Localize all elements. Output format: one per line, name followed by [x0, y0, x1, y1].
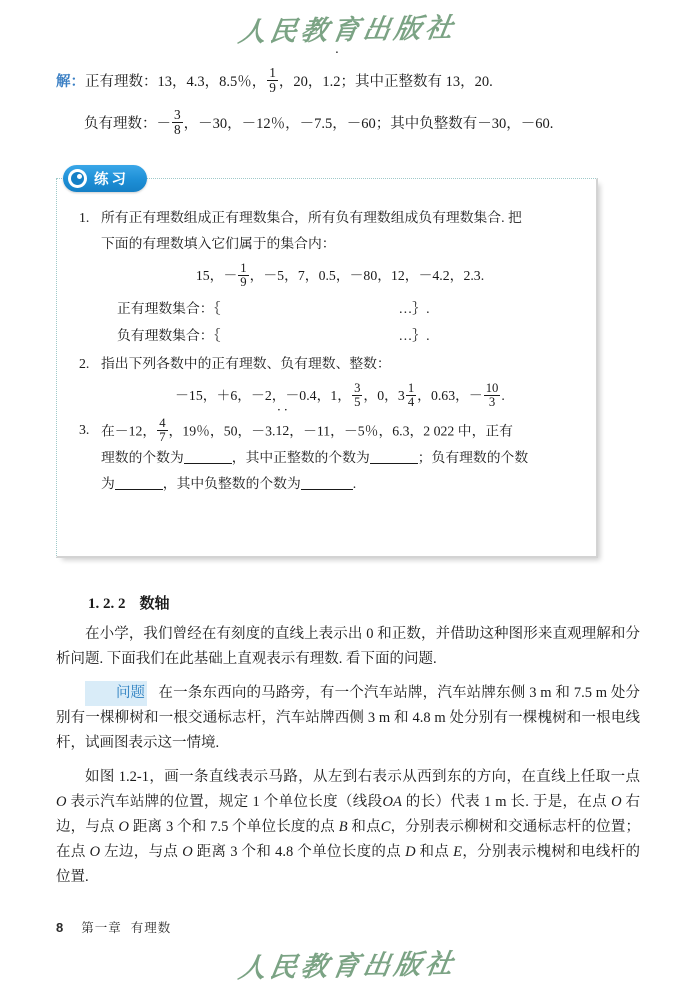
- para2-j: 和点: [415, 844, 454, 860]
- fraction-numerator: 4: [159, 416, 166, 430]
- sequence-part-1: －15，＋6，－2，－0.: [175, 388, 310, 403]
- publisher-watermark-bottom: 人民教育出版社: [236, 948, 459, 984]
- section-title: 数轴: [139, 595, 170, 612]
- exercise-2-number-list: [101, 377, 579, 415]
- exercise-item-number: 2.: [79, 356, 90, 371]
- sequence-part-5: .: [501, 388, 505, 403]
- fraction-numerator: 1: [269, 65, 276, 81]
- section-heading: [56, 592, 640, 613]
- exercise-box: [56, 172, 598, 558]
- exercise-3-line2: [101, 445, 579, 471]
- solution-positive-mid: ，20，1.: [278, 74, 334, 90]
- para2-g: ，分别表示柳树和交通标志杆的位置；在点: [56, 819, 641, 860]
- problem-paragraph: [56, 681, 640, 756]
- para2-h: 左边，与点: [100, 844, 183, 860]
- fraction-denominator: 4: [407, 395, 415, 410]
- exercise-item-3: [79, 417, 579, 497]
- fraction-numerator: 3: [174, 107, 181, 123]
- sequence-part-1: 在－12，: [101, 423, 157, 439]
- answer-blank-positive-integer-count[interactable]: [370, 463, 418, 464]
- fraction-numerator: 10: [485, 380, 499, 395]
- fraction-three-eighths: [172, 108, 183, 137]
- solution-line-negative: [56, 104, 640, 144]
- exercise-item-2: [79, 351, 579, 415]
- solution-label: 解: [56, 74, 71, 90]
- page-footer: [56, 918, 171, 936]
- solution-block: [56, 62, 640, 144]
- para2-b: 表示汽车站牌的位置，规定 1 个单位长度（线段: [66, 794, 383, 810]
- exercise-1-negative-set: [101, 322, 579, 349]
- problem-text: 在一条东西向的马路旁，有一个汽车站牌，汽车站牌东侧 3 m 和 7.5 m 处分别有一棵柳树和一根交通标志杆，汽车站牌西侧 3 m 和 4.8 m 处分别有一棵槐树和一根电线杆，试画图表示这一情境.: [56, 685, 641, 751]
- variable-OA: OA: [382, 794, 402, 810]
- solution-negative-prefix: 负有理数：－: [84, 116, 171, 132]
- footer-chapter: [81, 918, 171, 936]
- answer-blank-negative-count[interactable]: [115, 489, 163, 490]
- fraction-denominator: 5: [354, 395, 361, 410]
- repeating-digit-1: 1 ˙: [275, 418, 282, 444]
- exercise-1-number-list: [101, 257, 579, 295]
- exercise-badge: [63, 165, 147, 192]
- sequence-part-2: ，1，: [316, 388, 352, 403]
- exercise-1-line1: 所有正有理数组成正有理数集合，所有负有理数组成负有理数集合. 把: [101, 210, 522, 225]
- numbers-before-fraction: 15，－: [195, 268, 238, 283]
- page-number: 8: [56, 920, 64, 935]
- section-paragraph-2: [56, 765, 640, 890]
- line2-text-b: ，其中正整数的个数为: [231, 449, 370, 465]
- numbers-after-fraction: ，－5，7，0.5，－80，12，－4.2，2.3.: [249, 268, 485, 283]
- chapter-title: 有理数: [130, 921, 172, 935]
- variable-E: E: [453, 844, 462, 860]
- fraction-numerator: 1: [240, 260, 247, 275]
- chapter-label: 第一章: [81, 921, 122, 935]
- variable-B: B: [338, 819, 348, 835]
- page-content: [56, 62, 640, 146]
- fraction-numerator: 1: [407, 380, 415, 395]
- variable-C: C: [380, 819, 391, 835]
- line2-text-a: 理数的个数为: [101, 449, 184, 465]
- para2-k: ，分别表示槐树和电线杆的位置.: [56, 844, 641, 885]
- exercise-badge-label: 练习: [94, 172, 129, 188]
- variable-D: D: [405, 844, 416, 860]
- fraction-ten-thirds: [484, 382, 501, 410]
- problem-tag: 问题: [85, 681, 147, 706]
- exercise-items: [79, 205, 579, 499]
- line3-text-a: 为: [101, 475, 115, 491]
- solution-colon: ：: [70, 74, 85, 90]
- para2-e: 距离 3 个和 7.5 个单位长度的点: [129, 819, 339, 835]
- fraction-one-quarter: [406, 382, 416, 410]
- answer-blank-positive-count[interactable]: [184, 463, 232, 464]
- para2-i: 距离 3 个和 4.8 个单位长度的点: [192, 844, 406, 860]
- para2-a: 如图 1.2-1，画一条直线表示马路，从左到右表示从西到东的方向，在直线上任取一点: [85, 769, 640, 785]
- sequence-part-2: ，19％，50，－3.: [168, 423, 276, 439]
- exercise-1-positive-set: [101, 295, 579, 322]
- fraction-denominator: 9: [269, 80, 276, 96]
- answer-blank-negative-integer-count[interactable]: [301, 489, 353, 490]
- variable-O: O: [56, 794, 67, 810]
- line3-text-c: .: [352, 475, 357, 491]
- exercise-item-1: [79, 205, 579, 349]
- repeating-digit-2: 2 ˙: [282, 418, 289, 444]
- section-1-2-2: [56, 592, 640, 890]
- exercise-item-number: 1.: [79, 210, 90, 225]
- negative-set-label: 负有理数集合：｛: [117, 328, 221, 343]
- line3-text-b: ，其中负整数的个数为: [162, 475, 301, 491]
- exercise-item-body: [101, 417, 579, 497]
- solution-line-positive: [56, 62, 640, 102]
- repeating-digit-2: 2 ˙: [333, 62, 340, 102]
- fraction-four-sevenths: [157, 417, 167, 445]
- sequence-part-3: ，0，3: [363, 388, 405, 403]
- sequence-part-4: ，0.63，－: [417, 388, 483, 403]
- variable-O: O: [182, 844, 193, 860]
- fraction-denominator: 8: [174, 122, 181, 138]
- fraction-numerator: 3: [354, 380, 361, 395]
- negative-set-tail: …｝.: [398, 328, 430, 343]
- exercise-item-number: 3.: [79, 422, 90, 437]
- publisher-watermark-top: 人民教育出版社: [236, 12, 459, 48]
- fraction-denominator: 3: [488, 395, 496, 410]
- para2-c: 的长）代表 1 m 长. 于是，在点: [401, 794, 612, 810]
- exercise-item-body: [101, 205, 579, 349]
- exercise-badge-icon: [68, 169, 87, 188]
- exercise-1-line2: 下面的有理数填入它们属于的集合内：: [101, 236, 336, 251]
- positive-set-label: 正有理数集合：｛: [117, 301, 221, 316]
- variable-O: O: [118, 819, 130, 835]
- fraction-one-ninth: [238, 262, 248, 290]
- solution-positive-prefix: 正有理数：13，4.3，8.5％，: [85, 74, 267, 90]
- fraction-denominator: 9: [240, 275, 247, 290]
- sequence-part-3: ，－11，－5％，6.3，2 022 中，正有: [289, 423, 513, 439]
- para2-d: 右边，与点: [56, 794, 641, 835]
- solution-positive-suffix: ；其中正整数有 13，20.: [340, 74, 493, 90]
- variable-O: O: [89, 844, 101, 860]
- section-number: 1. 2. 2: [88, 596, 126, 612]
- line2-text-c: ；负有理数的个数: [417, 449, 529, 465]
- exercise-3-line3: [101, 471, 579, 497]
- exercise-3-line1: [101, 417, 579, 445]
- solution-negative-suffix: ，－30，－12％，－7.5，－60；其中负整数有－30，－60.: [183, 116, 554, 132]
- fraction-three-fifths: [352, 382, 362, 410]
- repeating-digit-4: 4 ˙: [310, 377, 317, 415]
- exercise-2-line1: 指出下列各数中的正有理数、负有理数、整数：: [101, 356, 391, 371]
- fraction-one-ninth: [267, 66, 278, 95]
- para2-f: 和点: [347, 819, 381, 835]
- positive-set-tail: …｝.: [398, 301, 430, 316]
- section-paragraph-1: 在小学，我们曾经在有刻度的直线上表示出 0 和正数，并借助这种图形来直观理解和分析问题. 下面我们在此基础上直观表示有理数. 看下面的问题.: [56, 626, 640, 667]
- exercise-item-body: [101, 351, 579, 415]
- variable-O: O: [611, 794, 622, 810]
- fraction-denominator: 7: [159, 430, 166, 445]
